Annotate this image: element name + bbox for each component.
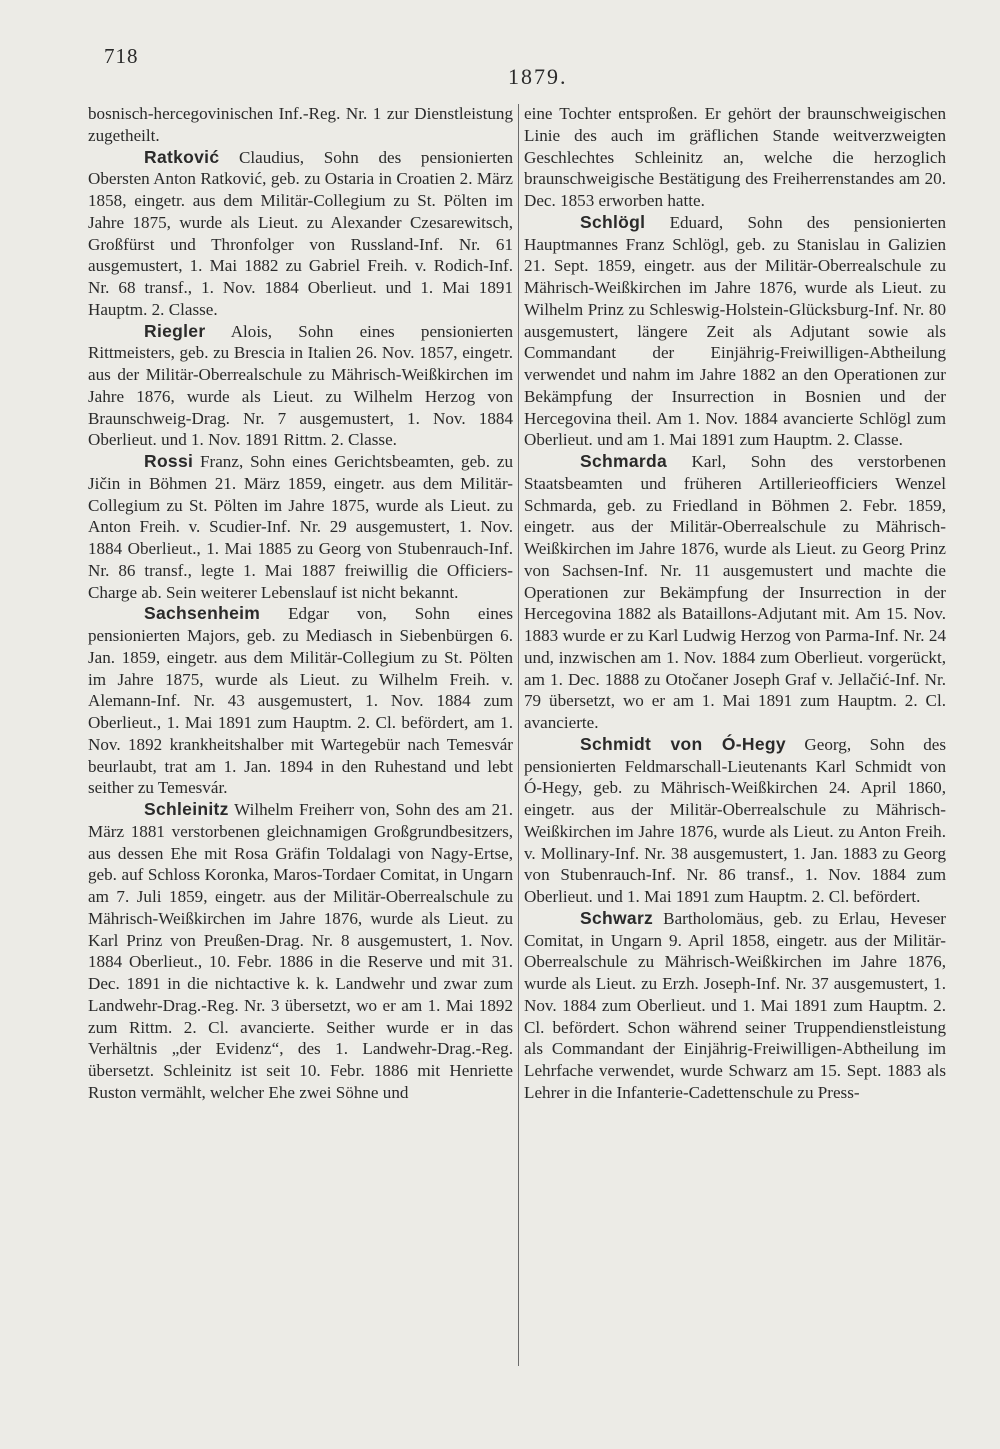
entry-text: Bartholomäus, geb. zu Erlau, Heveser Comitat, in Ungarn 9. April 1858, eingetr. aus der Militär-Oberrealschule zu Mährisch-Weißkirchen im Jahre 1876, wurde als Lieut. zu Erzh. Joseph-Inf. Nr. 37 ausgemustert, 1. Nov. 1884 zum Oberlieut. und 1. Mai 1891 zum Hauptm. 2. Cl. befördert. Schon während seiner Truppendienstleistung als Commandant der Einjährig-Freiwilligen-Abtheilung im Lehrfache verwendet, wurde Schwarz am 15. Sept. 1883 als Lehrer in die Infanterie-Cadettenschule zu Press-: [524, 908, 946, 1102]
right-column: [524, 103, 946, 1104]
entry-name: Schmidt von Ó-Hegy: [580, 733, 786, 754]
entry-name: Ratković: [144, 146, 220, 167]
entry-text: bosnisch-hercegovinischen Inf.-Reg. Nr. 1 zur Dienstleistung zugetheilt.: [88, 104, 513, 145]
entry-text: eine Tochter entsproßen. Er gehört der braunschweigischen Linie des auch im gräflichen Stande weitverzweigten Geschlechtes Schleinitz an, welche die herzoglich braunschweigische Bestätigung des Freiherrenstandes am 20. Dec. 1853 erworben hatte.: [524, 104, 946, 210]
entry-schmidt: [524, 734, 946, 908]
entry-text: Karl, Sohn des verstorbenen Staatsbeamten und früheren Artillerieofficiers Wenzel Schmarda, geb. zu Friedland in Böhmen 2. Febr. 1859, eingetr. aus der Militär-Oberrealschule zu Mährisch-Weißkirchen im Jahre 1876, wurde als Lieut. zu Georg Prinz von Sachsen-Inf. Nr. 11 ausgemustert und machte die Operationen zur Bekämpfung der Insurrection in der Hercegovina 1882 als Bataillons-Adjutant mit. Am 15. Nov. 1883 wurde er zu Karl Ludwig Herzog von Parma-Inf. Nr. 24 und, inzwischen am 1. Nov. 1884 zum Oberlieut. vorgerückt, am 1. Dec. 1888 zu Otočaner Joseph Graf v. Jellačić-Inf. Nr. 79 übersetzt, wo er am 1. Mai 1891 zum Hauptm. 2. Cl. avancierte.: [524, 452, 946, 732]
entry-schmarda: [524, 451, 946, 734]
entry-name: Rossi: [144, 451, 194, 471]
entry-schwarz: [524, 908, 946, 1104]
entry-name: Riegler: [144, 320, 206, 341]
entry-schloegl: [524, 212, 946, 451]
entry-text: Wilhelm Freiherr von, Sohn des am 21. März 1881 verstorbenen gleichnamigen Großgrundbesitzers, aus dessen Ehe mit Rosa Gräfin Toldalagi von Nagy-Ertse, geb. auf Schloss Koronka, Maros-Tordaer Comitat, in Ungarn am 7. Juli 1859, eingetr. aus der Militär-Oberrealschule zu Mährisch-Weißkirchen im Jahre 1876, wurde als Lieut. zu Karl Prinz von Preußen-Drag. Nr. 8 ausgemustert, 1. Nov. 1884 Oberlieut., 10. Febr. 1886 in die Reserve und mit 31. Dec. 1891 in die nichtactive k. k. Landwehr und zwar zum Landwehr-Drag.-Reg. Nr. 3 übersetzt, wo er am 1. Mai 1892 zum Rittm. 2. Cl. avancierte. Seither wurde er in das Verhältnis „der Evidenz“, des 1. Landwehr-Drag.-Reg. übersetzt. Schleinitz ist seit 10. Febr. 1886 mit Henriette Ruston vermählt, welcher Ehe zwei Söhne und: [88, 800, 513, 1102]
entry-rossi: [88, 451, 513, 603]
entry-text: Claudius, Sohn des pensionierten Obersten Anton Ratković, geb. zu Ostaria in Croatien 2. März 1858, eingetr. aus dem Militär-Collegium zu St. Pölten im Jahre 1875, wurde als Lieut. zu Alexander Czesarewitsch, Großfürst und Thronfolger von Russland-Inf. Nr. 61 ausgemustert, 1. Mai 1882 zu Gabriel Freih. v. Rodich-Inf. Nr. 68 transf., 1. Nov. 1884 Oberlieut. und 1. Mai 1891 Hauptm. 2. Classe.: [88, 147, 513, 319]
entry-continuation: [88, 103, 513, 147]
entry-name: Sachsenheim: [144, 603, 261, 624]
entry-text: Franz, Sohn eines Gerichtsbeamten, geb. zu Jičin in Böhmen 21. März 1859, eingetr. aus dem Militär-Collegium zu St. Pölten im Jahre 1875, wurde als Lieut. zu Anton Freih. v. Scudier-Inf. Nr. 29 ausgemustert, 1. Nov. 1884 Oberlieut., 1. Mai 1885 zu Georg von Stubenrauch-Inf. Nr. 86 transf., legte 1. Mai 1887 freiwillig die Officiers-Charge ab. Sein weiterer Lebenslauf ist nicht bekannt.: [88, 452, 513, 602]
entry-name: Schleinitz: [144, 799, 229, 819]
entry-text: Alois, Sohn eines pensionierten Rittmeisters, geb. zu Brescia in Italien 26. Nov. 1857, eingetr. aus der Militär-Oberrealschule zu Mährisch-Weißkirchen im Jahre 1876, wurde als Lieut. zu Wilhelm Herzog von Braunschweig-Drag. Nr. 7 ausgemustert, 1. Nov. 1884 Oberlieut. und 1. Nov. 1891 Rittm. 2. Classe.: [88, 321, 513, 450]
entry-text: Georg, Sohn des pensionierten Feldmarschall-Lieutenants Karl Schmidt von Ó-Hegy, geb. zu Mährisch-Weißkirchen 24. April 1860, eingetr. aus der Militär-Oberrealschule zu Mährisch-Weißkirchen im Jahre 1876, wurde als Lieut. zu Anton Freih. v. Mollinary-Inf. Nr. 38 ausgemustert, 1. Jan. 1883 zu Georg von Stubenrauch-Inf. Nr. 86 transf., 1. Nov. 1884 zum Oberlieut. und 1. Mai 1891 zum Hauptm. 2. Cl. befördert.: [524, 734, 946, 906]
entry-schleinitz: [88, 799, 513, 1104]
entry-name: Schlögl: [580, 211, 646, 232]
year-heading: 1879.: [508, 64, 568, 89]
entry-name: Schmarda: [580, 451, 668, 471]
column-rule: [518, 104, 519, 1366]
left-column: [88, 103, 513, 1104]
entry-text: Edgar von, Sohn eines pensionierten Majors, geb. zu Mediasch in Siebenbürgen 6. Jan. 1859, eingetr. aus dem Militär-Collegium zu St. Pölten im Jahre 1875, wurde als Lieut. zu Wilhelm Freih. v. Alemann-Inf. Nr. 43 ausgemustert, 1. Nov. 1884 zum Oberlieut., 1. Mai 1891 zum Hauptm. 2. Cl. befördert, am 1. Nov. 1892 krankheitshalber mit Wartegebür nach Temesvár beurlaubt, trat am 1. Jan. 1894 in den Ruhestand und lebt seither zu Temesvár.: [88, 604, 513, 798]
entry-name: Schwarz: [580, 907, 654, 928]
entry-riegler: [88, 321, 513, 452]
entry-sachsenheim: [88, 603, 513, 799]
entry-text: Eduard, Sohn des pensionierten Hauptmannes Franz Schlögl, geb. zu Stanislau in Galizien 21. Sept. 1859, eingetr. aus der Militär-Oberrealschule zu Mährisch-Weißkirchen im Jahre 1876, wurde als Lieut. zu Wilhelm Prinz zu Schleswig-Holstein-Glücksburg-Inf. Nr. 80 ausgemustert, längere Zeit als Adjutant sowie als Commandant der Einjährig-Freiwilligen-Abtheilung verwendet und nahm im Jahre 1882 an den Operationen zur Bekämpfung der Insurrection in Bosnien und der Hercegovina theil. Am 1. Nov. 1884 avancierte Schlögl zum Oberlieut. und am 1. Mai 1891 zum Hauptm. 2. Classe.: [524, 212, 946, 450]
entry-continuation: [524, 103, 946, 212]
entry-ratkovic: [88, 147, 513, 321]
page-number: 718: [104, 44, 139, 68]
